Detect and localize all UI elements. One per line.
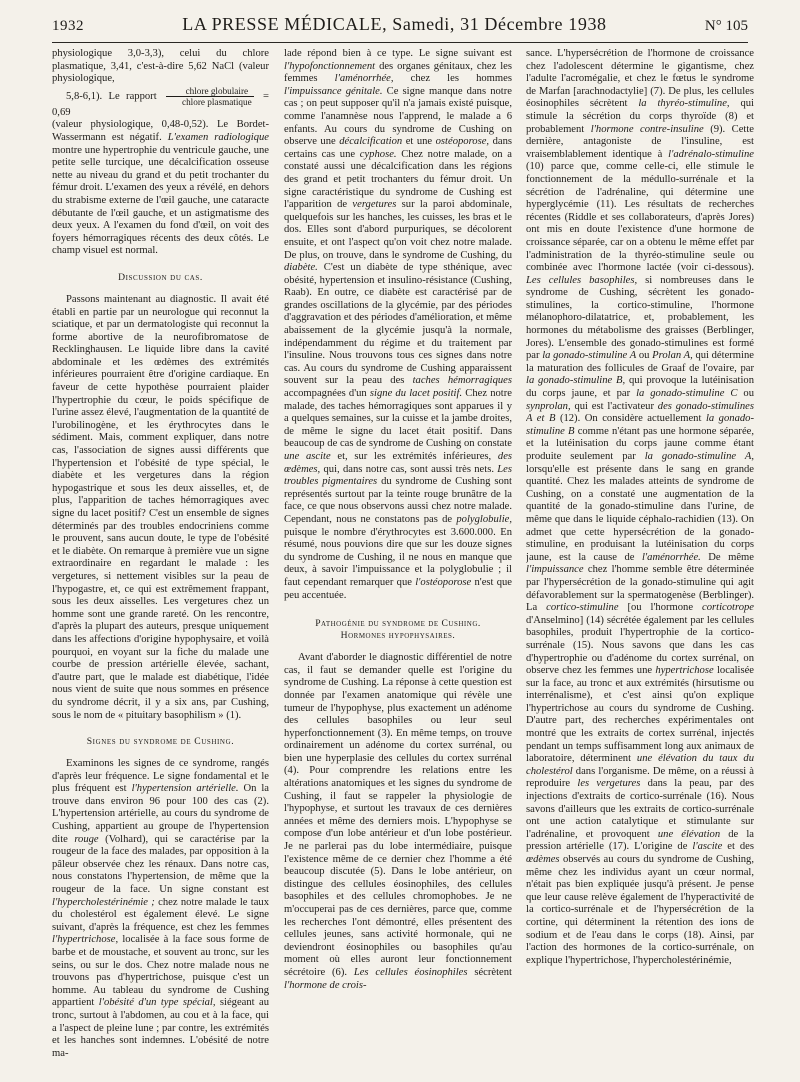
italic-run: l'ostéoporose [415, 576, 472, 588]
fraction-denominator: chlore plasmatique [182, 96, 252, 107]
text-run: accompagnées d'un [284, 388, 367, 400]
section-subtitle: Hormones hypophysaires. [340, 630, 456, 642]
text-run: si nombreuses dans le syndrome de Cushing, sécrètent les gonado-stimulines, la cortico-stimuline, l'hormone mélanophoro-dilatatrice, et, probablement, les hormones du métabolisme des graisses (Berblinger, Jores). L'ensemble des gonado-stimulines est formé par [526, 274, 754, 362]
section-heading [284, 618, 512, 642]
paragraph: Passons maintenant au diagnostic. Il avait été établi en partie par un neurologue qui reconnut la sciatique, et par un dermatologiste qui reconnut la forme abortive de la neurofibromatose de Recklinghausen. Le liquide libre dans la cavité abdominale et les œdèmes des extrémités inférieures pourraient être d'origine cardiaque. En faveur de cette hypothèse pourraient plaider l'hypertrophie du cœur, le poids spécifique de l'urine assez élevé, l'augmentation de la quantité de l'urobilinogène, et les érythrocytes dans le sédiment. Mais, comment expliquer, dans notre cas, l'association de signes aussi différents que l'hypertension et l'obésité de type spécial, le diabète et les vergetures dans la région hypogastrique et sous les deux aisselles, et, de plus, l'apparition de taches hémorragiques avec signe du lacet positif? C'est un ensemble de signes déterminés par des troubles endocriniens comme le prouvent, sans aucun doute, le type de l'obésité et le diabète. On remarque à première vue un signe extraordinaire en regardant le malade : les vergetures, si nettement visibles sur la peau de l'hypogastre, et, ce qui est extrêmement frappant, sous les deux aisselles. Les vergetures chez un homme sont une grande rareté. On les rencontre, d'après la plupart des auteurs, presque uniquement dans les affections d'origine hypophysaire, et voilà pourquoi, en voyant sur la fiche du malade une courbe de pression artérielle élevée, sachant, d'autre part, que le malade est diabétique, l'idée nous vient de suite que nous sommes en présence du syndrome décrit, il y a six ans, par Cushing, sous le nom de « pituitary basophilism » (1). [52, 293, 269, 721]
text-run: qui est l'activateur [574, 400, 654, 412]
italic-run: l'hypertrichose, [52, 934, 119, 946]
italic-run: synprolan, [526, 400, 571, 412]
text-run: ou [743, 388, 754, 400]
text-run: physiologique 3,0-3,3), celui du chlore plasmatique, 3,41, c'est-à-dire 5,62 NaCl (valeur physiologique, [52, 48, 269, 85]
ratio-line [52, 86, 269, 120]
text-run: qui provoque la lutéinisation du corps jaune, et par [526, 375, 754, 400]
text-run: Chez notre malade, des taches hémorragiques sont apparues il y a quelques semaines, sur la cuisse et la jambe droites, de même le signe du lacet était positif. Dans beaucoup de cas de syndrome de Cushing on constate [284, 388, 512, 450]
text-run: de la pression artérielle (17). L'origine de [526, 828, 754, 853]
text-run: du syndrome de Cushing sont représentés surtout par la teinte rouge brunâtre de la face, ce que nous observons aussi chez notre malade. Cependant, nous ne constatons pas de [284, 476, 512, 525]
italic-run: œdèmes [526, 854, 560, 865]
page-number: 1932 [52, 18, 84, 34]
italic-run: signe du lacet positif. [369, 388, 463, 400]
paragraph [284, 48, 512, 602]
ratio-fraction [166, 86, 254, 107]
text-run: sécrètent [474, 966, 512, 978]
italic-run: cortico-stimuline [546, 602, 619, 614]
italic-run: la thyréo-stimuline, [638, 98, 730, 110]
italic-run: la gonado-stimuline B, [526, 375, 626, 387]
fraction-numerator: chlore globulaire [166, 86, 254, 97]
text-run: [ou l'hormone [627, 602, 694, 614]
italic-run: la gonado-stimuline A, [644, 451, 754, 462]
text-run: qui, dans notre cas, sont aussi très nets. [323, 463, 494, 475]
text-run: chez notre malade le taux du cholestérol est également élevé. Le signe suivant, d'après la fréquence, est chez les femmes [52, 896, 269, 933]
column-1 [52, 48, 269, 1074]
text-run: et des [727, 841, 754, 853]
italic-run: l'hormone contre-insuline [590, 123, 704, 135]
text-run: Examinons les signes de ce syndrome, rangés d'après leur fréquence. Le signe fondamental et le plus fréquent est [52, 758, 269, 795]
text-run: lade répond bien à ce type. Le signe suivant est [284, 48, 512, 59]
issue-date: Samedi, 31 Décembre 1938 [392, 14, 607, 34]
text-run: Ce signe manque dans notre cas ; on peut supposer qu'il n'a jamais existé puisque, comme l'anamnèse nous l'apprend, le malade a 6 enfants. Au cours du syndrome de Cushing on observe une [284, 85, 512, 148]
text-run: 5,8-6,1). Le rapport [66, 90, 157, 102]
italic-run: des gonado-stimulines A et B [526, 400, 754, 425]
text-run: dans l'organisme. De même, on a réussi à reproduire [526, 765, 754, 790]
text-run: sur la paroi abdominale, quelquefois sur les hanches, les cuisses, les bras et le dos. Elles sont d'abord purpuriques, se décolorent ensuite, et ont l'aspect qu'on voit chez notre malade. De plus, on trouve, dans le syndrome de Cushing, du [284, 199, 512, 261]
text-run: n'est que peu accentuée. [284, 576, 512, 601]
text-run: localisée sur la face, au tronc et aux extrémités (hirsutisme ou interrénalisme), et c'est ainsi qu'on explique l'hypertrichose au cours du syndrome de Cushing. D'autre part, des recherches expérimentales ont montré que les extraits de cortex surrénal, injectés pendant un temps suffisamment long aux animaux de laboratoire, déterminent [526, 665, 754, 765]
paragraph [52, 119, 269, 258]
journal-line [182, 14, 606, 35]
italic-run: Les cellules éosinophiles [353, 966, 468, 978]
text-run: et une [405, 136, 433, 148]
italic-run: Les cellules basophiles, [526, 274, 638, 286]
italic-run: taches hémorragiques [412, 375, 512, 387]
italic-run: Prolan A, [652, 350, 693, 362]
text-run: et, sur les extrémités inférieures, [337, 451, 492, 462]
column-3 [526, 48, 754, 1074]
text-run: (Volhard), qui se caractérise par la rougeur de la face des malades, par opposition à la pâleur observée chez les rénaux. Dans notre cas, nous constatons l'hypertension, de même que la rougeur de la face. Un signe constant est [52, 833, 269, 896]
italic-run: la gonado-stimuline A [542, 350, 637, 362]
text-run: Avant d'aborder le diagnostic différentiel de notre cas, il faut se demander quelle est l'origine du syndrome de Cushing. La réponse à cette question est donnée par l'examen anatomique qui révèle une tumeur de l'hypophyse, plus exactement un adénome des cellules basophiles ou leur seul hyperfonctionnement (3). En même temps, on trouve ordinairement un adénome du cortex surrénal, ou bien une hyperplasie des cellules du cortex surrénal (4). Pour comprendre les relations entre les altérations anatomiques et les signes du syndrome de Cushing, il faut se rappeler la physiologie de l'hypophyse, et surtout les travaux de ces dernières années et même des derniers mois. L'hypophyse se compose d'un lobe antérieur et d'un lobe postérieur. Je ne parlerai pas du lobe intermédiaire, puisque l'existence même de ce dernier chez l'homme a été beaucoup discutée (5). Dans le lobe antérieur, on distingue des cellules éosinophiles, des cellules basophiles et des cellules chromophobes. Je ne m'occuperai pas de ces dernières, parce que, comme les recherches l'ont démontré, elles présentent des cellules jeunes, sans activité hormonale, qui ne deviendront éosinophiles ou basophiles qu'au moment où elles auront leur fonctionnement sécrétoire (6). [284, 652, 512, 978]
section-heading: Signes du syndrome de Cushing. [86, 736, 235, 748]
italic-run: vergetures [352, 199, 397, 211]
italic-run: corticotrope [702, 602, 754, 614]
text-run: Chez notre malade, on a constaté aussi une décalcification dans les régions des grand et petit trochanters du fémur droit. Un signe caractéristique du syndrome de Cushing est l'apparition de [284, 148, 512, 211]
italic-run: polyglobulie, [456, 513, 512, 525]
text-run: comme n'étant pas une hormone séparée, et la lutéinisation du corps jaune comme étant produite seulement par [526, 425, 754, 462]
italic-run: une élévation [657, 828, 721, 840]
italic-run: l'aménorrhée, [334, 73, 394, 85]
text-run: (valeur physiologique, 0,48-0,52). Le Bordet-Wassermann est négatif. [52, 119, 269, 143]
text-run: sance. L'hypersécrétion de l'hormone de croissance chez l'adolescent détermine le gigantisme, chez l'adulte l'acromégalie, et chez le fœtus le syndrome de Marfan [arachnodactylie] (7). De plus, les cellules éosinophiles sécrètent [526, 48, 754, 110]
paragraph [52, 758, 269, 1060]
text-run: lorsqu'elle est présente dans le sang en grande quantité. Chez les malades atteints de syndrome de Cushing, on a constaté une augmentation de la quantité de la gonado-stimuline dans l'urine, de même que dans le liquide céphalo-rachidien (13). On admet que cette hypersécrétion de la gonado-stimuline, en produisant la lutéinisation du corps jaune, est la cause de [526, 463, 754, 563]
text-run: On la trouve dans environ 96 pour 100 des cas (2). L'hypertension artérielle, au cours du syndrome de Cushing, appartient au groupe de l'hypertension dite [52, 783, 269, 845]
text-run: (9). Cette dernière, antagoniste de l'insuline, est vraisemblablement identique à [526, 123, 754, 160]
text-run: observés au cours du syndrome de Cushing, même chez les individus ayant un cœur normal, n'était pas bien expliquée jusqu'à présent. Je pense que leur cause relève également de l'hyperactivité de la cortico-surrénale et de l'hypersécrétion de la cortine, qui déterminent la rétention des ions de sodium et de l'eau dans le corps (18). Ainsi, par l'action des hormones de la cortico-surrénale, on explique l'hypertrichose, l'hypercholestérinémie, [526, 854, 754, 966]
column-2 [284, 48, 512, 1074]
paragraph [284, 652, 512, 992]
journal-title: LA PRESSE MÉDICALE, [182, 14, 388, 34]
page-header [52, 14, 748, 43]
italic-run: l'impuissance [526, 564, 584, 576]
italic-run: les vergetures [577, 778, 641, 790]
italic-run: l'adrénalo-stimuline [668, 148, 754, 160]
italic-run: L'examen radiologique [167, 131, 269, 143]
text-run: siégeant au tronc, surtout à l'abdomen, au cou et à la face, qui a l'aspect de pleine lune ; par contre, les extrémités et les hanches sont indemnes. L'obésité de notre ma- [52, 997, 269, 1059]
paragraph [526, 48, 754, 967]
text-run: C'est un diabète de type sthénique, avec obésité, hypertension et insulino-résistance (Cushing, Raab). En outre, ce diabète est caractérisé par de grandes oscillations de la glycémie, par des périodes d'aggravation et des périodes d'amélioration, et même abaissement de la glycémie jusqu'à la normale, indépendamment du régime et du traitement par l'insuline. Nous trouvons tous ces signes dans notre cas. Au cours du syndrome de Cushing apparaissent souvent sur la peau des [284, 262, 512, 387]
text-run: (10) parce que, comme celle-ci, elle stimule le fonctionnement de la médullo-surrénale et la sécrétion de l'adrénaline, qui détermine une hyperglycémie (11). Les résultats de recherches récentes (Riddle et ses collaborateurs, d'après Jores) ont mis en doute l'existence d'une hormone de croissance séparée, car on a obtenu le même effet par l'administration de la thyréo-stimuline seule ou combinée avec l'hormone lactée (voir ci-dessous). [526, 161, 754, 274]
italic-run: l'hypercholestérinémie ; [52, 896, 155, 908]
italic-run: l'hormone de crois- [284, 979, 367, 991]
italic-run: l'hypofonctionnement [284, 60, 376, 72]
section-title: Pathogénie du syndrome de Cushing. [315, 618, 481, 630]
italic-run: des œdèmes, [284, 451, 512, 475]
italic-run: l'hypertension artérielle. [131, 783, 239, 795]
text-run: d'Anselmino] (14) sécrétée également par les cellules basophiles, produit l'hypertrophie de la cortico-surrénale (15). Nous savons que dans les cas d'hypertrophie ou d'adénome du cortex surrénal, on observe chez les femmes une [526, 614, 754, 677]
italic-run: la gonado-stimuline B [526, 413, 754, 437]
italic-run: l'ascite [692, 841, 723, 853]
text-run: chez l'homme semble être déterminée par l'hypersécrétion de la gonado-stimuline qui agit défavorablement sur la spermatogenèse (Berblinger). La [526, 564, 754, 614]
italic-run: hypertrichose [655, 665, 714, 677]
text-run: dans la peau, par des injections d'extraits de cortico-surrénale (16). Nous savons d'ailleurs que les extraits de cortico-surrénale ont une action catalytique et stimulante sur l'adrénaline, et provoquent [526, 778, 754, 840]
italic-run: diabète. [284, 262, 318, 274]
issue-number: N° 105 [704, 18, 748, 34]
paragraph [52, 48, 269, 86]
italic-run: Les troubles pigmentaires [284, 463, 512, 488]
italic-run: l'obésité d'un type spécial, [98, 997, 216, 1009]
text-run: dans certains cas une [284, 136, 512, 160]
italic-run: une ascite [284, 451, 331, 462]
section-heading: Discussion du cas. [118, 271, 203, 283]
italic-run: l'aménorrhée. [641, 551, 701, 563]
text-run: localisée à la face sous forme de barbe et de moustache, et souvent au tronc, sur les seins, ou sur le dos. Chez notre malade nous ne trouvons pas d'hypertrichose, puisque c'est un homme. Au tableau du syndrome de Cushing appartient [52, 934, 269, 1009]
text-run: chez les hommes [410, 73, 512, 85]
italic-run: une élévation du taux du cholestérol [526, 753, 754, 777]
ratio-value: = 0,69 [52, 90, 269, 118]
italic-run: décalcification [339, 136, 403, 148]
italic-run: la gonado-stimuline C [636, 388, 738, 400]
text-run: De même [708, 551, 754, 563]
text-run: puisque le nombre d'érythrocytes est 3.600.000. En résumé, nous pouvions dire que sur les douze signes du syndrome de Cushing, il ne nous en manque que deux, à savoir l'impuissance et la polyglobulie ; il faut cependant remarquer que [284, 526, 512, 588]
italic-run: rouge [74, 833, 99, 845]
italic-run: l'impuissance génitale. [284, 85, 383, 97]
text-run: montre une hypertrophie du ventricule gauche, une petite selle turcique, une décalcification osseuse nette au niveau du grand et du petit trochanter du fémur droit. L'examen des yeux a révélé, en dehors du strabisme externe de l'œil gauche, une cataracte débutante de l'œil gauche, et un astigmatisme des deux yeux. A l'examen du fond d'œil, on voit des foyers hémorragiques récents des deux côtés. Le champ visuel est normal. [52, 144, 269, 257]
text-run: qui détermine la maturation des follicules de Graaf de l'ovaire, par [526, 350, 754, 374]
text-run: des organes génitaux, chez les femmes [284, 60, 512, 85]
text-run: ou [638, 350, 650, 362]
text-run: qui stimule la sécrétion du corps thyroïde (8) et probablement [526, 98, 754, 135]
italic-run: cyphose. [359, 148, 397, 160]
text-run: (12). On considère actuellement [559, 413, 702, 425]
italic-run: ostéoporose, [435, 136, 490, 148]
